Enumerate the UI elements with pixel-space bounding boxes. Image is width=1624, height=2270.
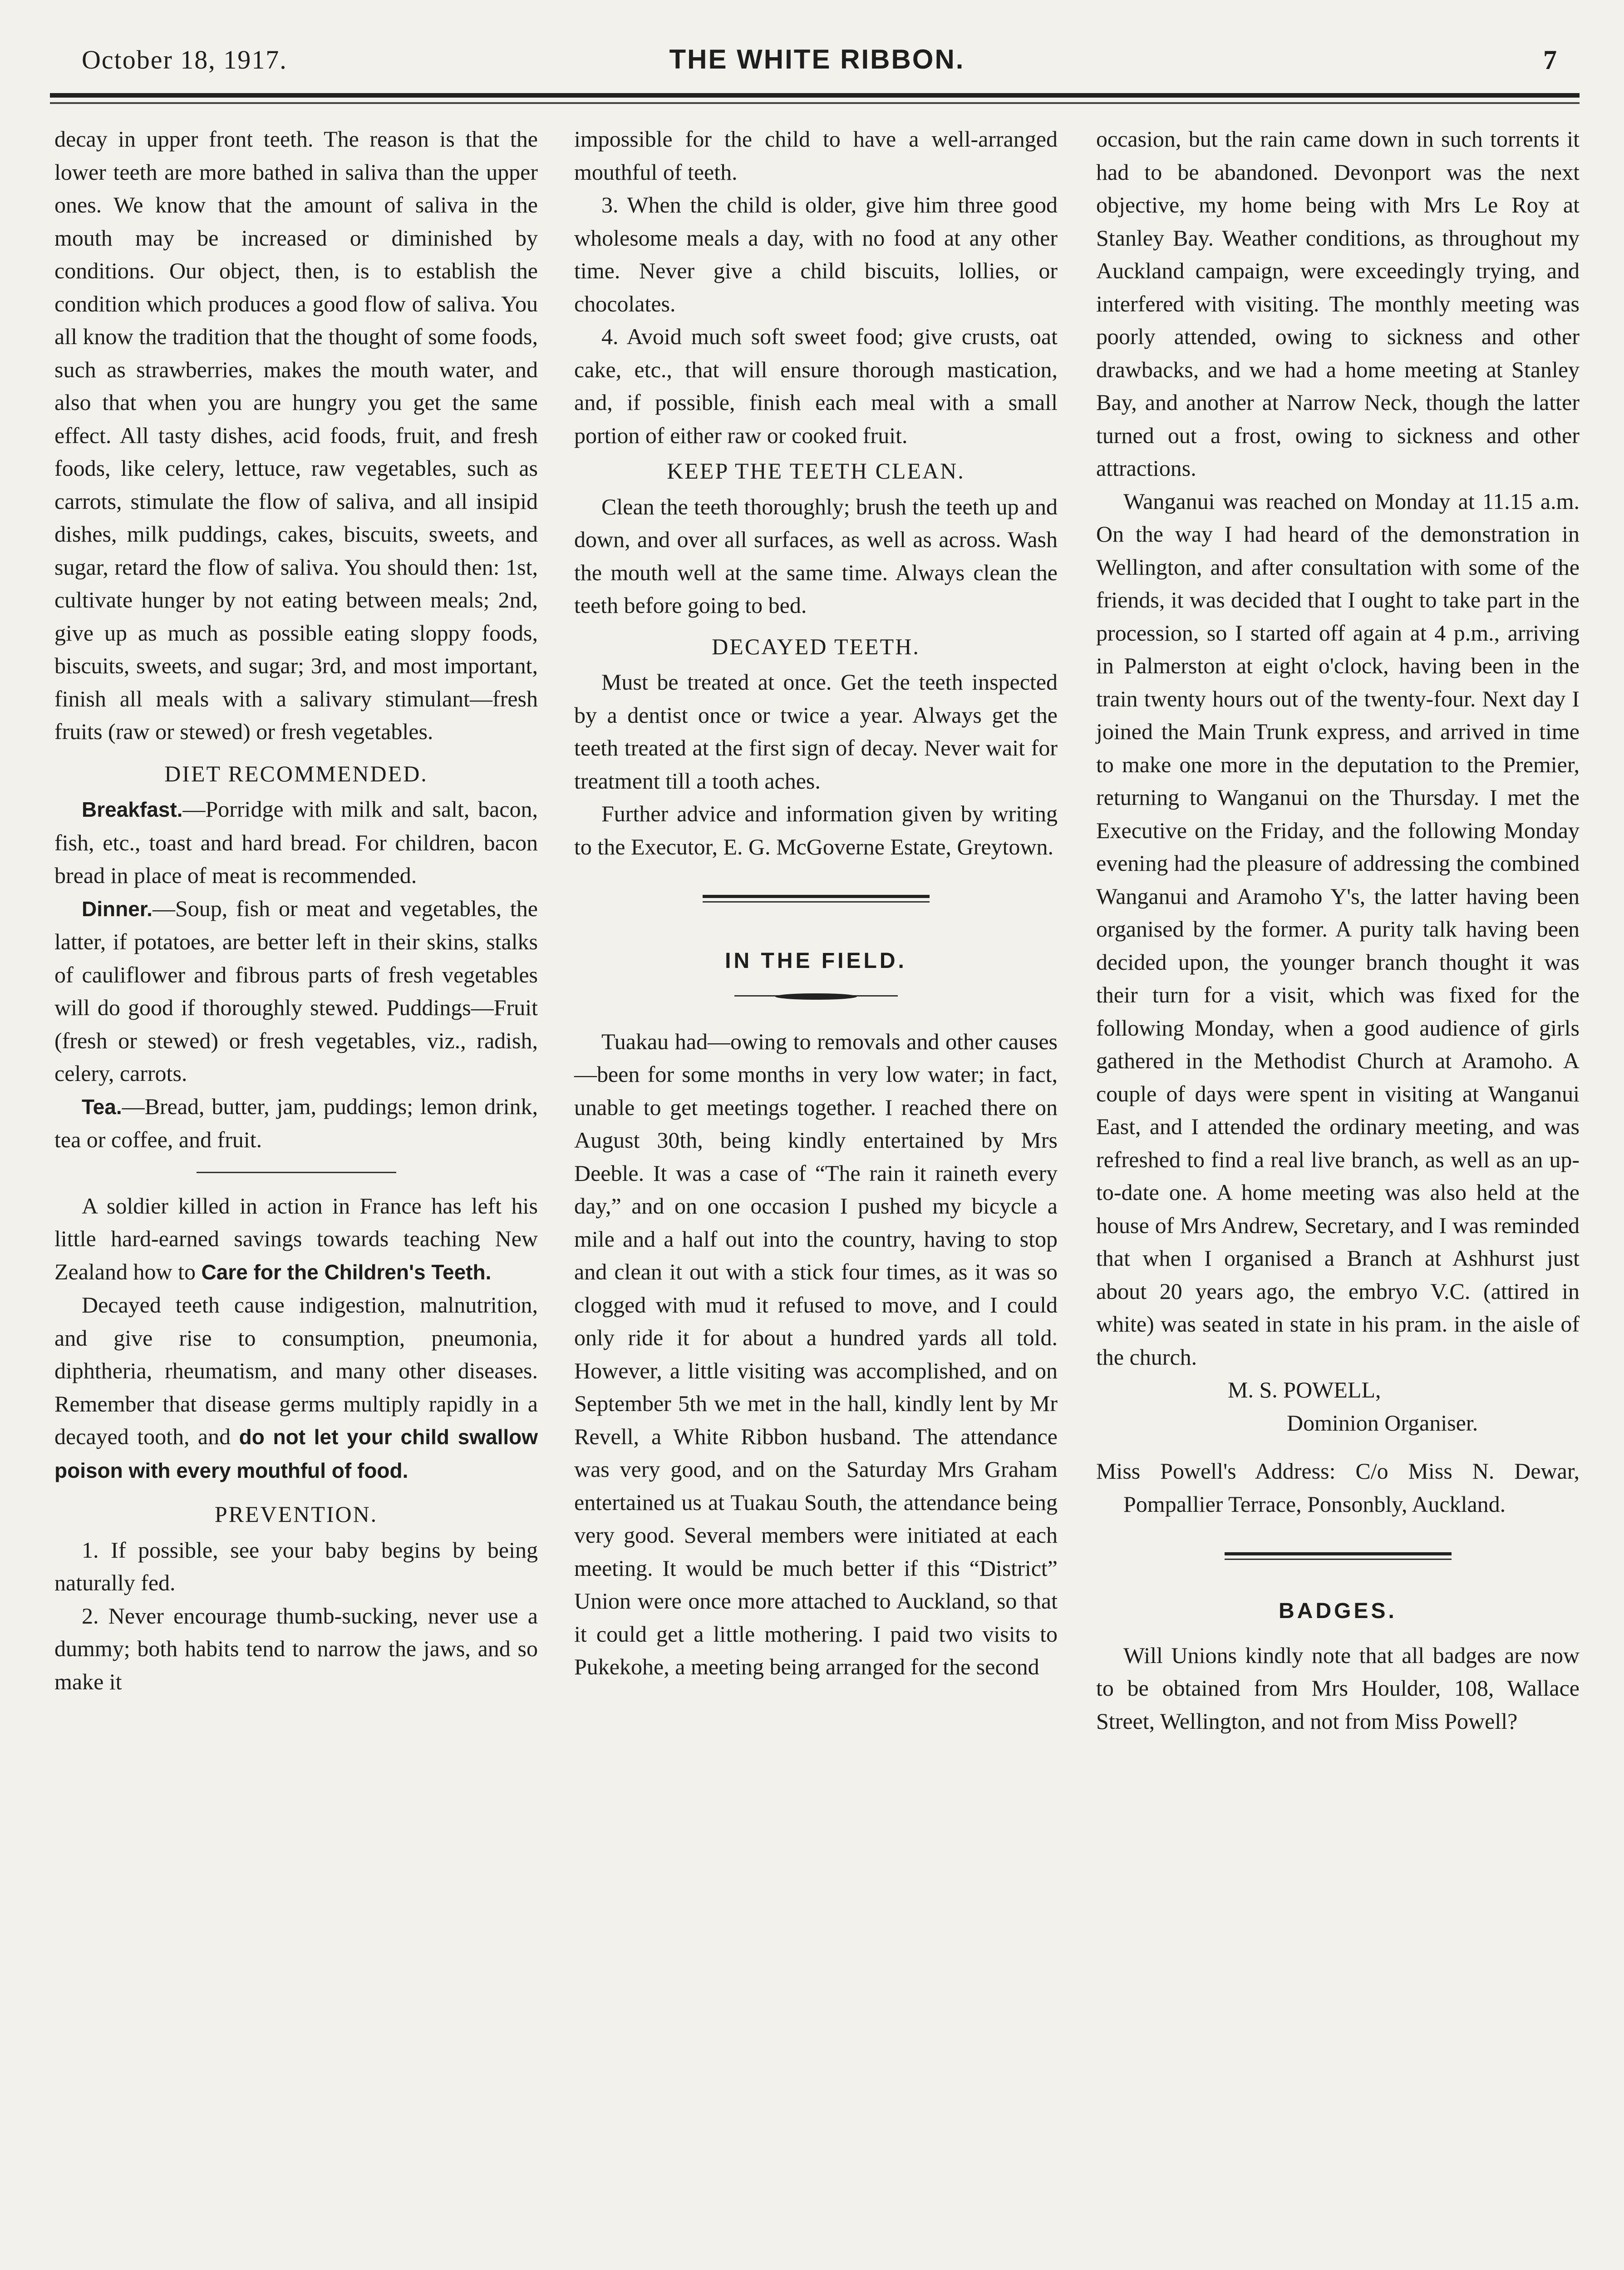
running-head	[50, 35, 1584, 85]
diet-tea	[54, 1090, 538, 1156]
decayed-bold: do not let your child swallow poison with every mouthful of food.	[54, 1425, 538, 1482]
organiser-address: Miss Powell's Address: C/o Miss N. Dewar, Pompallier Terrace, Ponsonbly, Auckland.	[1096, 1458, 1580, 1517]
wanganui-paragraph: Wanganui was reached on Monday at 11.15 a.m. On the way I had heard of the demonstration in Wellington, and after consultation with some of the friends, it was decided that I ought to take part in the procession, so I started off again at 4 p.m., arriving in Palmerston at eight o'clock, having been in the train twenty hours out of the twenty-four. Next day I joined the Main Trunk express, and arrived in time to make one more in the deputation to the Premier, returning to Wanganui on the Thursday. I met the Executive on the Friday, and the following Monday evening had the pleasure of addressing the combined Wanganui and Aramoho Y's, the latter having been organised by the former. A purity talk having been decided upon, the younger branch thought it was their turn for a visit, which was fixed for the following Monday, when a good audience of girls gathered in the Methodist Church at Aramoho. A couple of days were spent in visiting at Wanganui East, and I attended the ordinary meeting, and was refreshed to find a real live branch, as well as an up-to-date one. A home meeting was also held at the house of Mrs Andrew, Secretary, and I was reminded that when I organised a Branch at Ashhurst just about 20 years ago, the embryo V.C. (attired in white) was seated in state in his pram. in the aisle of the church.	[1096, 488, 1580, 1370]
ornamental-divider	[703, 890, 930, 908]
dinner-text: —Soup, fish or meat and vegetables, the latter, if potatoes, are better left in their skins, stalks of cauliflower and fibrous parts of fresh vegetables will do good if thoroughly stewed. Puddings—Fruit (fresh or stewed) or fresh vegetables, viz., radish, celery, carrots.	[54, 895, 538, 1086]
column-1	[54, 123, 538, 1698]
section-divider	[197, 1172, 396, 1173]
prevention-item-1: 1. If possible, see your baby begins by being naturally fed.	[54, 1537, 538, 1595]
prevention-heading: PREVENTION.	[214, 1501, 378, 1527]
breakfast-text: —Porridge with milk and salt, bacon, fish, etc., toast and hard bread. For children, bacon bread in place of meat is recommended.	[54, 796, 538, 888]
signature-name: M. S. POWELL,	[1228, 1377, 1381, 1402]
prevention-item-2: 2. Never encourage thumb-sucking, never use a dummy; both habits tend to narrow the jaws, and so make it	[54, 1603, 538, 1694]
prevention-item-4: 4. Avoid much soft sweet food; give crusts, oat cake, etc., that will ensure thorough mastication, and, if possible, finish each meal with a small portion of either raw or cooked fruit.	[574, 324, 1058, 448]
diet-heading: DIET RECOMMENDED.	[164, 760, 428, 786]
heading-ornament	[734, 992, 898, 1002]
soldier-paragraph	[54, 1189, 538, 1289]
prevention-item-3: 3. When the child is older, give him three good wholesome meals a day, with no food at any other time. Never give a child biscuits, lollies, or chocolates.	[574, 192, 1058, 316]
breakfast-label: Breakfast.	[82, 798, 183, 821]
tea-text: —Bread, butter, jam, puddings; lemon drink, tea or coffee, and fruit.	[54, 1093, 538, 1152]
header-rule-thin	[50, 102, 1580, 104]
in-the-field-text: Tuakau had—owing to removals and other causes—been for some months in very low water; in fact, unable to get meetings together. I reached there on August 30th, being kindly entertained by Mrs Deeble. It was a case of “The rain it raineth every day,” and on one occasion I pushed my bicycle a mile and a half out into the country, having to stop and clean it out with a stick four times, as it was so clogged with mud it refused to move, and I could only ride it for about a hundred yards all told. However, a little visiting was accomplished, and on September 5th we met in the hall, kindly lent by Mr Revell, a White Ribbon husband. The attendance was very good, and on the Saturday Mrs Graham entertained us at Tuakau South, the attendance being very good. Several members were initiated at each meeting. It would be much better if this “District” Union were once more attached to Auckland, so that it could get a little mothering. I paid two visits to Pukekohe, a meeting being arranged for the second	[574, 1028, 1058, 1679]
in-the-field-heading: IN THE FIELD.	[725, 949, 907, 973]
badges-heading: BADGES.	[1279, 1599, 1397, 1623]
column-2	[574, 123, 1058, 1683]
soldier-bold: Care for the Children's Teeth.	[201, 1260, 492, 1284]
tea-label: Tea.	[82, 1095, 122, 1119]
decayed-teeth-heading: DECAYED TEETH.	[712, 633, 920, 659]
column-3	[1096, 123, 1580, 1737]
keep-teeth-clean-text: Clean the teeth thoroughly; brush the teeth up and down, and over all surfaces, as well as across. Wash the mouth well at the same time. Always clean the teeth before going to bed.	[574, 493, 1058, 618]
ornamental-divider-2	[1225, 1548, 1452, 1566]
prevention-item-2-continued: impossible for the child to have a well-arranged mouthful of teeth.	[574, 126, 1058, 185]
page-number: 7	[1543, 45, 1557, 75]
decayed-teeth-text: Must be treated at once. Get the teeth inspected by a dentist once or twice a year. Always get the teeth treated at the first sign of decay. Never wait for treatment till a tooth aches.	[574, 669, 1058, 794]
publication-title: THE WHITE RIBBON.	[669, 44, 965, 74]
signature-title: Dominion Organiser.	[1287, 1410, 1478, 1436]
further-advice: Further advice and information given by writing to the Executor, E. G. McGoverne Estate, Greytown.	[574, 801, 1058, 859]
keep-teeth-clean-heading: KEEP THE TEETH CLEAN.	[667, 458, 965, 484]
header-rule	[50, 93, 1580, 98]
diet-dinner	[54, 892, 538, 1090]
issue-date: October 18, 1917.	[82, 45, 287, 74]
teeth-article-continued: decay in upper front teeth. The reason is that the lower teeth are more bathed in saliva than the upper ones. We know that the amount of saliva in the mouth may be increased or diminished by conditions. Our object, then, is to establish the condition which produces a good flow of saliva. You all know the tradition that the thought of some foods, such as strawberries, makes the mouth water, and also that when you are hungry you get the same effect. All tasty dishes, acid foods, fruit, and fresh foods, like celery, lettuce, raw vegetables, such as carrots, stimulate the flow of saliva, and all insipid dishes, milk puddings, cakes, biscuits, sweets, and sugar, retard the flow of saliva. You should then: 1st, cultivate hunger by not eating between meals; 2nd, give up as much as possible eating sloppy foods, biscuits, sweets, and sugar; 3rd, and most important, finish all meals with a salivary stimulant—fresh fruits (raw or stewed) or fresh vegetables.	[54, 126, 538, 744]
decayed-text: Decayed teeth cause indigestion, malnutrition, and give rise to consumption, pneumonia, diphtheria, rheumatism, and many other diseases. Remember that disease germs multiply rapidly in a decayed tooth, and	[54, 1292, 538, 1449]
field-report-continued: occasion, but the rain came down in such torrents it had to be abandoned. Devonport was the next objective, my home being with Mrs Le Roy at Stanley Bay. Weather conditions, as throughout my Auckland campaign, were exceedingly trying, and interfered with visiting. The monthly meeting was poorly attended, owing to sickness and other drawbacks, and we had a home meeting at Stanley Bay, and another at Narrow Neck, though the latter turned out a frost, owing to sickness and other attractions.	[1096, 126, 1580, 481]
badges-text: Will Unions kindly note that all badges are now to be obtained from Mrs Houlder, 108, Wallace Street, Wellington, and not from Miss Powell?	[1096, 1642, 1580, 1734]
soldier-text: A soldier killed in action in France has left his little hard-earned savings towards teaching New Zealand how to	[54, 1193, 538, 1284]
dinner-label: Dinner.	[82, 897, 153, 921]
decayed-teeth-paragraph	[54, 1288, 538, 1487]
diet-breakfast	[54, 793, 538, 892]
